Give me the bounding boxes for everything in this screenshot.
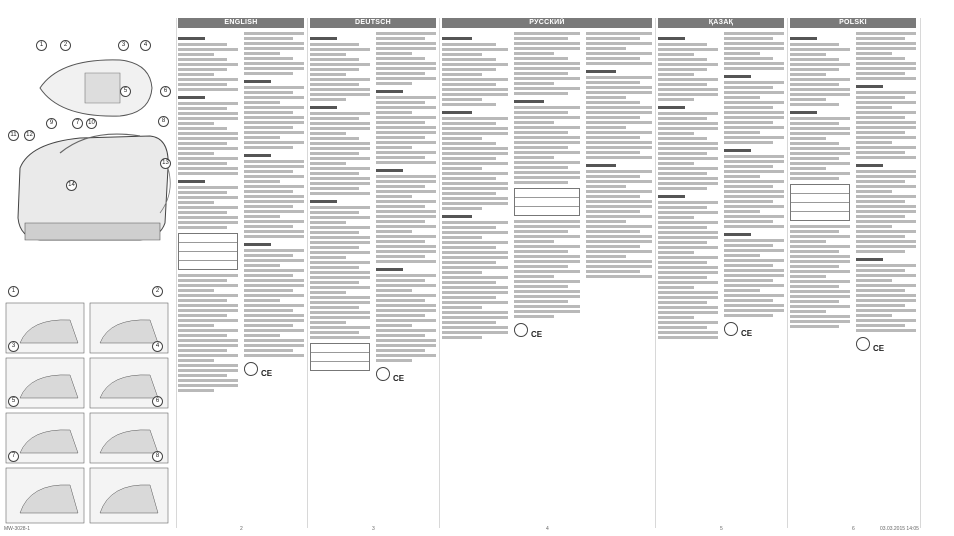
header-russian: РУССКИЙ (442, 18, 652, 28)
ce-mark-icon: CE (261, 369, 273, 378)
divider (920, 18, 921, 528)
divider (176, 18, 177, 528)
ce-mark-icon: CE (393, 374, 405, 383)
russian-text-b (514, 32, 580, 512)
step-5: 5 (8, 396, 19, 407)
polski-text-a (790, 32, 850, 512)
step-4: 4 (152, 341, 163, 352)
page-number: 3 (372, 526, 375, 532)
step-1: 1 (8, 286, 19, 297)
ce-mark-icon: CE (741, 329, 753, 338)
footer-right: 03.03.2015 14:05 (880, 526, 919, 532)
header-english: ENGLISH (178, 18, 304, 28)
page-number: 5 (720, 526, 723, 532)
divider (655, 18, 656, 528)
divider (787, 18, 788, 528)
callout-3: 3 (118, 40, 129, 51)
russian-text-c (586, 32, 652, 512)
callout-1: 1 (36, 40, 47, 51)
step-7: 7 (8, 451, 19, 462)
english-text-b (244, 32, 304, 512)
divider (307, 18, 308, 528)
header-deutsch: DEUTSCH (310, 18, 436, 28)
recycle-icon (856, 337, 870, 351)
recycle-icon (724, 322, 738, 336)
page-number: 6 (852, 526, 855, 532)
callout-10: 10 (86, 118, 97, 129)
header-polski: POLSKI (790, 18, 916, 28)
kazakh-text-a (658, 32, 718, 512)
step-8: 8 (152, 451, 163, 462)
page-number: 4 (546, 526, 549, 532)
footer-left: MW-3028-1 (4, 526, 31, 532)
recycle-icon (244, 362, 258, 376)
callout-5: 5 (120, 86, 131, 97)
step-3: 3 (8, 341, 19, 352)
callout-8: 8 (158, 116, 169, 127)
divider (439, 18, 440, 528)
russian-text-a (442, 32, 508, 512)
callout-12: 12 (24, 130, 35, 141)
ce-mark-icon: CE (873, 344, 885, 353)
page-number: 2 (240, 526, 243, 532)
kazakh-text-b (724, 32, 784, 512)
callout-11: 11 (8, 130, 19, 141)
callout-7: 7 (72, 118, 83, 129)
step-2: 2 (152, 286, 163, 297)
step-6: 6 (152, 396, 163, 407)
callout-14: 14 (66, 180, 77, 191)
ce-mark-icon: CE (531, 330, 543, 339)
english-text-a (178, 32, 238, 512)
recycle-icon (376, 367, 390, 381)
illustration-column (0, 18, 175, 530)
callout-4: 4 (140, 40, 151, 51)
callout-2: 2 (60, 40, 71, 51)
header-kazakh: ҚАЗАҚ (658, 18, 784, 28)
callout-13: 13 (160, 158, 171, 169)
callout-9: 9 (46, 118, 57, 129)
callout-6: 6 (160, 86, 171, 97)
deutsch-text-a (310, 32, 370, 512)
recycle-icon (514, 323, 528, 337)
deutsch-text-b (376, 32, 436, 512)
iron-illustrations (0, 18, 175, 530)
polski-text-b (856, 32, 916, 512)
